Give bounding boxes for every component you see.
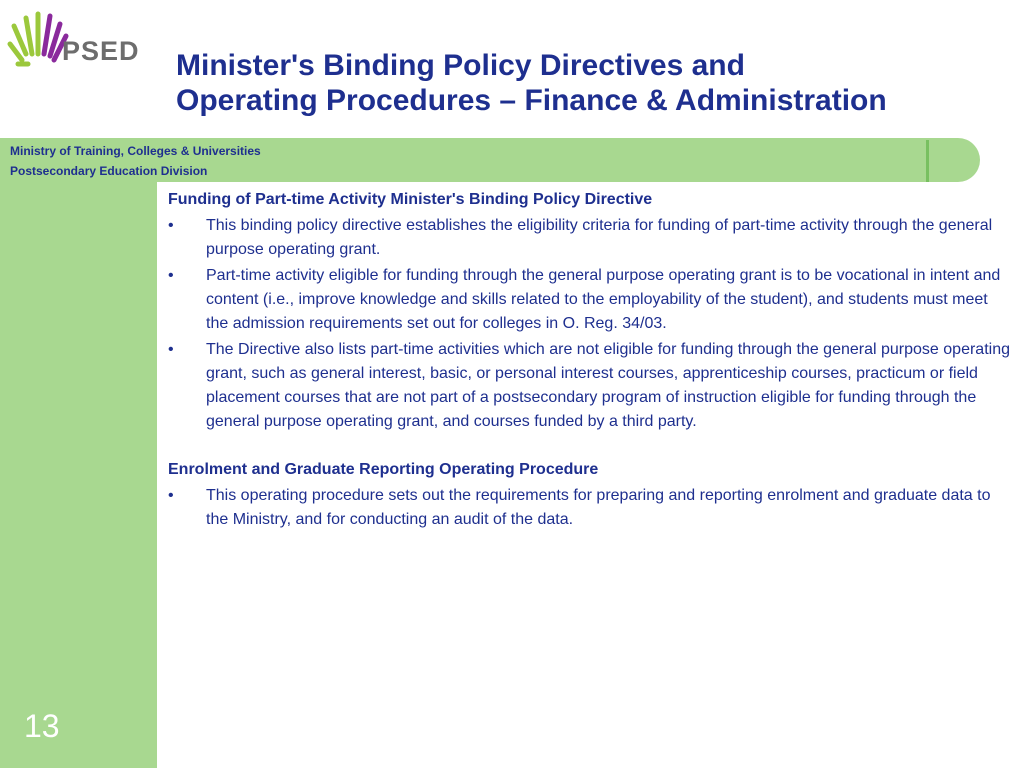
- bullet-text: This binding policy directive establishes the eligibility criteria for funding of part-time activity through the general purpose operating grant.: [206, 217, 993, 258]
- title-line-2: Operating Procedures – Finance & Administration: [176, 84, 887, 117]
- title-line-1: Minister's Binding Policy Directives and: [176, 49, 745, 82]
- bullet-text: This operating procedure sets out the requirements for preparing and reporting enrolment and graduate data to the Ministry, and for conducting an audit of the data.: [206, 487, 991, 528]
- section-heading: Funding of Part-time Activity Minister's Binding Policy Directive: [168, 191, 653, 208]
- logo-text: PSED: [62, 36, 140, 66]
- list-item: [168, 264, 1013, 336]
- bullet-icon: •: [168, 267, 174, 284]
- ministry-name: Ministry of Training, Colleges & Universities: [10, 144, 261, 158]
- list-item: [168, 214, 1013, 262]
- bullet-icon: •: [168, 487, 174, 504]
- page-title: [176, 48, 1016, 118]
- slide-content: [168, 188, 1013, 532]
- page-number: 13: [24, 708, 60, 744]
- bullet-text: Part-time activity eligible for funding through the general purpose operating grant is to be vocational in intent and content (i.e., improve knowledge and skills related to the employability of the student), and students must meet the admission requirements set out for colleges in O. Reg. 34/03.: [206, 267, 1001, 332]
- bullet-text: The Directive also lists part-time activities which are not eligible for funding through the general purpose operating grant, such as general interest, basic, or personal interest courses, apprenticeship courses, practicum or field placement courses that are not part of a postsecondary program of instruction eligible for funding through the general purpose operating grant, and courses funded by a third party.: [206, 341, 1010, 430]
- list-item: [168, 484, 1013, 532]
- list-item: [168, 338, 1013, 434]
- banner-divider: [926, 140, 929, 182]
- section-enrolment: [168, 458, 1013, 532]
- bullet-icon: •: [168, 341, 174, 358]
- division-name: Postsecondary Education Division: [10, 164, 208, 178]
- left-sidebar-panel: [0, 182, 157, 768]
- section-funding: [168, 188, 1013, 434]
- bullet-icon: •: [168, 217, 174, 234]
- section-heading: Enrolment and Graduate Reporting Operating Procedure: [168, 461, 599, 478]
